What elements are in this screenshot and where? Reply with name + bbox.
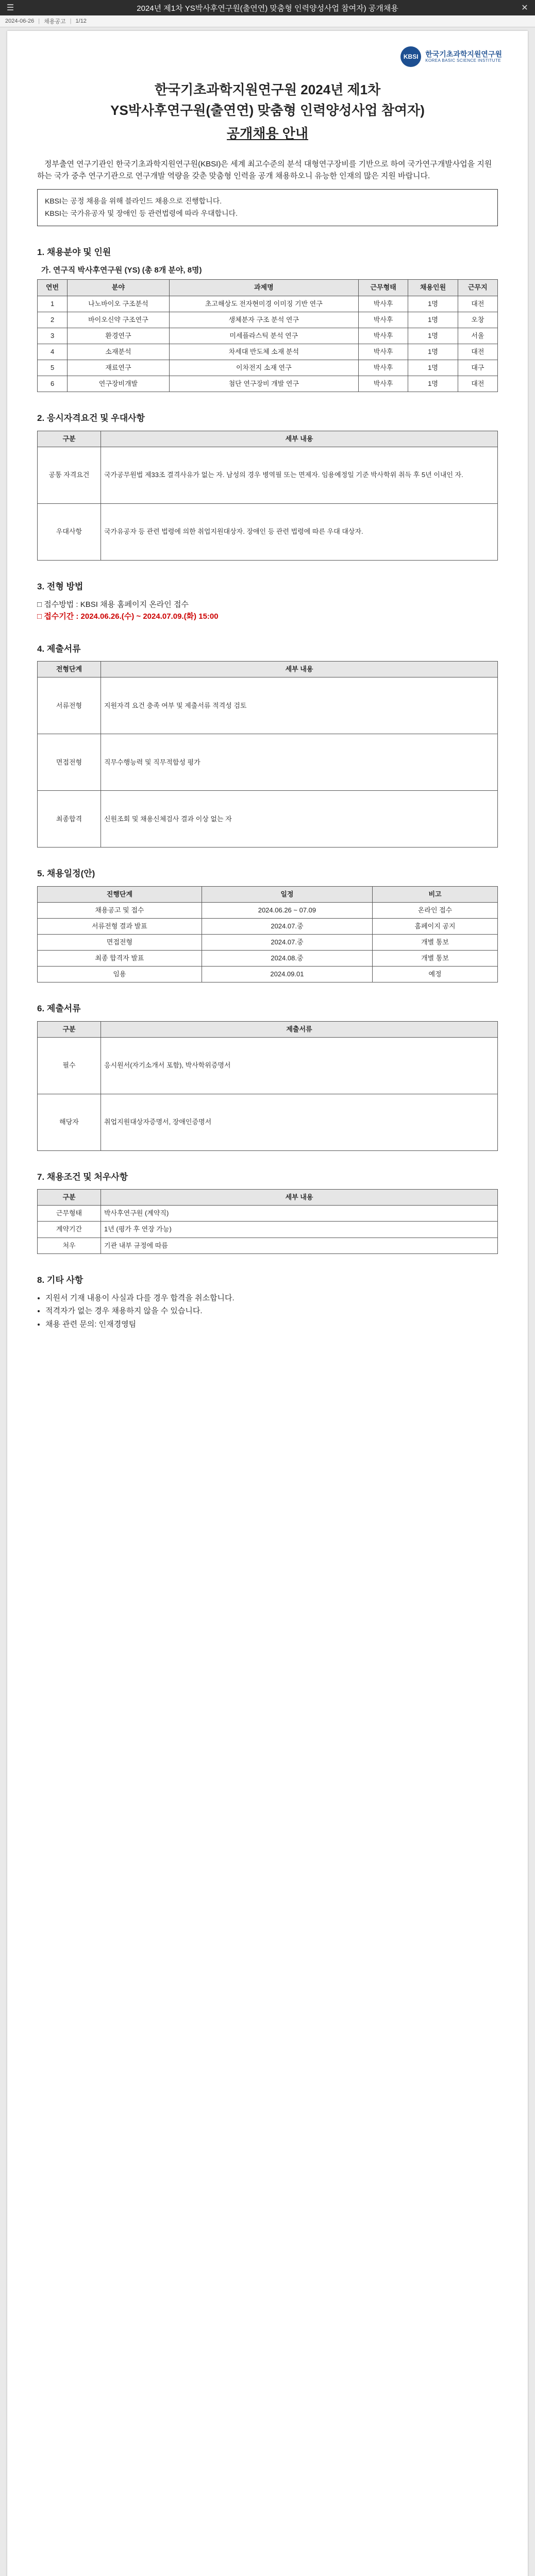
table-cell: 면접전형 [38,734,101,791]
section-heading: 5. 채용일정(안) [37,869,95,879]
table-cell: 2024.06.26 ~ 07.09 [202,902,372,918]
table-header: 연번 [38,280,68,296]
section-heading: 1. 채용분야 및 인원 [37,247,111,257]
table-row [38,934,498,950]
table-cell: 1명 [408,296,458,312]
notice-item: KBSI는 공정 채용을 위해 블라인드 채용으로 진행합니다. [45,197,222,206]
table-cell: 6 [38,376,68,392]
table-cell: 2024.09.01 [202,967,372,982]
table-cell: 해당자 [38,1094,101,1150]
table-cell: 초고해상도 전자현미경 이미징 기반 연구 [169,296,358,312]
table-cell: 대전 [458,296,497,312]
table-cell: 홈페이지 공지 [373,918,498,934]
table-cell: 계약기간 [38,1222,101,1238]
notice-item: KBSI는 국가유공자 및 장애인 등 관련법령에 따라 우대합니다. [45,209,238,218]
notice-box [37,189,498,226]
table-row [38,677,498,734]
table-row [38,344,498,360]
table-row [38,1222,498,1238]
conditions-table [37,1189,498,1254]
table-row [38,951,498,967]
table-row [38,312,498,328]
table-cell: 최종합격 [38,791,101,848]
intro-paragraph: 정부출연 연구기관인 한국기초과학지원연구원(KBSI)은 세계 최고수준의 분석 대형연구장비를 기반으로 하여 국가연구개발사업을 지원하는 국가 중추 연구기관으로 연구개발 역량을 갖춘 맞춤형 인력을 공개 채용하오니 유능한 인재의 많은 지원 바랍니다. [37,159,492,181]
table-header: 근무지 [458,280,497,296]
table-header: 진행단계 [38,886,202,902]
table-cell: 바이오신약 구조연구 [68,312,170,328]
sub-item-page: 1/12 [75,18,87,24]
sub-item-date: 2024-06-26 [5,18,35,24]
table-header: 채용인원 [408,280,458,296]
table-row [38,967,498,982]
kbsi-logo [400,46,502,67]
table-header: 세부 내용 [101,431,498,447]
section-heading: 4. 제출서류 [37,643,81,654]
schedule-table [37,886,498,983]
table-row [38,360,498,376]
table-cell: 1명 [408,328,458,344]
table-row [38,447,498,503]
headline-line-1: 한국기초과학지원연구원 2024년 제1차 [154,82,381,97]
table-cell: 박사후 [358,328,408,344]
table-cell: 기관 내부 규정에 따름 [101,1238,498,1253]
table-cell: 예정 [373,967,498,982]
section-heading: 7. 채용조건 및 처우사항 [37,1172,128,1182]
announcement-headline [37,79,498,144]
table-cell: 나노바이오 구조분석 [68,296,170,312]
table-row [38,918,498,934]
apply-period: □ 접수기간 : 2024.06.26.(수) ~ 2024.07.09.(화) 15:00 [37,612,219,621]
apply-method: □ 접수방법 : KBSI 채용 홈페이지 온라인 접수 [37,600,189,609]
table-cell: 박사후 [358,296,408,312]
qualification-table [37,431,498,561]
subsection-heading: 가. 연구직 박사후연구원 (YS) (총 8개 분야, 8명) [41,266,202,275]
table-row [38,1238,498,1253]
table-cell: 대구 [458,360,497,376]
table-header: 구분 [38,1190,101,1206]
table-row [38,503,498,560]
table-cell: 1명 [408,360,458,376]
table-row [38,376,498,392]
table-cell: 온라인 접수 [373,902,498,918]
table-cell: 소재분석 [68,344,170,360]
table-cell: 오창 [458,312,497,328]
logo-name-en: KOREA BASIC SCIENCE INSTITUTE [425,58,501,63]
table-header: 전형단계 [38,662,101,677]
positions-table [37,279,498,392]
viewer-toolbar [0,0,535,15]
table-row [38,1037,498,1094]
table-cell: 서류전형 결과 발표 [38,918,202,934]
table-cell: 응시원서(자기소개서 포함), 박사학위증명서 [101,1037,498,1094]
table-cell: 재료연구 [68,360,170,376]
table-header: 세부 내용 [101,1190,498,1206]
selection-table [37,661,498,848]
section-heading: 3. 전형 방법 [37,581,83,591]
table-cell: 1명 [408,344,458,360]
section-heading: 8. 기타 사항 [37,1275,83,1285]
table-cell: 서류전형 [38,677,101,734]
headline-line-2: YS박사후연구원(출연연) 맞춤형 인력양성사업 참여자) [110,103,425,118]
table-cell: 박사후 [358,376,408,392]
logo-name-ko: 한국기초과학지원연구원 [425,50,502,59]
table-cell: 신원조회 및 채용신체검사 결과 이상 없는 자 [101,791,498,848]
table-cell: 1명 [408,312,458,328]
table-cell: 서울 [458,328,497,344]
table-header: 근무형태 [358,280,408,296]
table-row [38,734,498,791]
table-cell: 4 [38,344,68,360]
table-cell: 필수 [38,1037,101,1094]
table-cell: 연구장비개발 [68,376,170,392]
etc-list [37,1292,498,1330]
section-heading: 6. 제출서류 [37,1004,81,1014]
table-header: 구분 [38,431,101,447]
table-cell: 박사후 [358,360,408,376]
viewer-subbar: 2024-06-26 | 채용공고 | 1/12 [0,15,535,27]
headline-line-3: 공개채용 안내 [227,125,308,141]
table-cell: 공통 자격요건 [38,447,101,503]
table-cell: 개별 통보 [373,934,498,950]
table-cell: 5 [38,360,68,376]
table-cell: 2024.08.중 [202,951,372,967]
menu-icon[interactable]: ☰ [6,4,14,12]
table-header: 제출서류 [101,1021,498,1037]
table-row [38,328,498,344]
document-title: 2024년 제1차 YS박사후연구원(출연연) 맞춤형 인력양성사업 참여자) 공개채용 [137,4,398,13]
table-cell: 1 [38,296,68,312]
table-cell: 박사후 [358,312,408,328]
document-page [7,31,528,2576]
sub-item-category: 채용공고 [44,19,66,25]
table-header: 구분 [38,1021,101,1037]
table-cell: 박사후 [358,344,408,360]
table-cell: 지원자격 요건 충족 여부 및 제출서류 적격성 검토 [101,677,498,734]
table-cell: 미세플라스틱 분석 연구 [169,328,358,344]
table-cell: 생체분자 구조 분석 연구 [169,312,358,328]
table-cell: 2024.07.중 [202,934,372,950]
table-header: 과제명 [169,280,358,296]
table-cell: 3 [38,328,68,344]
table-cell: 면접전형 [38,934,202,950]
table-cell: 근무형태 [38,1206,101,1222]
close-icon[interactable]: ✕ [521,4,528,12]
list-item: • 채용 관련 문의: 인재경영팀 [45,1318,498,1330]
table-header: 일정 [202,886,372,902]
table-cell: 대전 [458,344,497,360]
table-cell: 처우 [38,1238,101,1253]
table-cell: 차세대 반도체 소재 분석 [169,344,358,360]
table-cell: 국가공무원법 제33조 결격사유가 없는 자. 남성의 경우 병역필 또는 면제자. 임용예정일 기준 박사학위 취득 후 5년 이내인 자. [101,447,498,503]
table-cell: 이차전지 소재 연구 [169,360,358,376]
table-cell: 최종 합격자 발표 [38,951,202,967]
table-cell: 채용공고 및 접수 [38,902,202,918]
table-cell: 취업지원대상자증명서, 장애인증명서 [101,1094,498,1150]
table-row [38,296,498,312]
documents-table [37,1021,498,1151]
table-cell: 2 [38,312,68,328]
table-row [38,902,498,918]
logo-mark: KBSI [400,46,421,67]
table-cell: 박사후연구원 (계약직) [101,1206,498,1222]
table-row [38,1094,498,1150]
table-cell: 대전 [458,376,497,392]
table-row [38,791,498,848]
table-cell: 1년 (평가 후 연장 가능) [101,1222,498,1238]
section-heading: 2. 응시자격요건 및 우대사항 [37,413,145,423]
list-item: • 지원서 기재 내용이 사실과 다를 경우 합격을 취소합니다. [45,1292,498,1304]
table-cell: 임용 [38,967,202,982]
table-header: 세부 내용 [101,662,498,677]
table-cell: 개별 통보 [373,951,498,967]
table-cell: 1명 [408,376,458,392]
table-cell: 국가유공자 등 관련 법령에 의한 취업지원대상자. 장애인 등 관련 법령에 따른 우대 대상자. [101,503,498,560]
table-cell: 직무수행능력 및 직무적합성 평가 [101,734,498,791]
table-header: 분야 [68,280,170,296]
table-cell: 우대사항 [38,503,101,560]
table-cell: 환경연구 [68,328,170,344]
table-cell: 2024.07.중 [202,918,372,934]
table-cell: 첨단 연구장비 개발 연구 [169,376,358,392]
table-row [38,1206,498,1222]
table-header: 비고 [373,886,498,902]
list-item: • 적격자가 없는 경우 채용하지 않을 수 있습니다. [45,1305,498,1317]
